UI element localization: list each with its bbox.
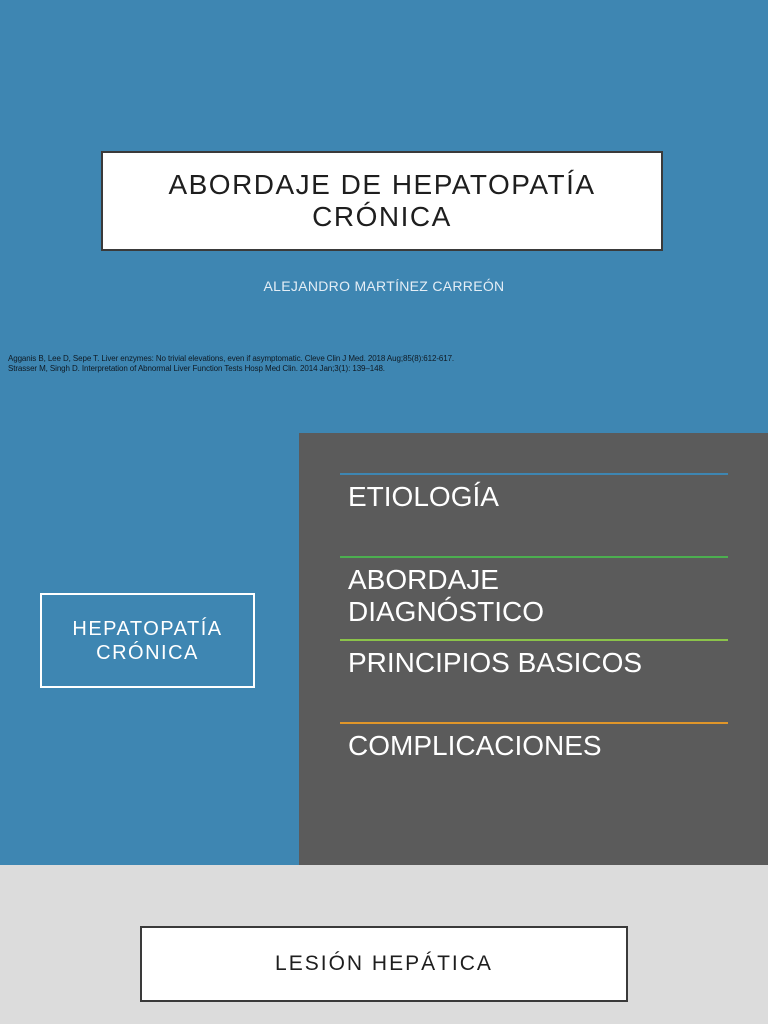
agenda-panel	[299, 433, 768, 865]
title-slide	[0, 0, 768, 432]
agenda-slide	[0, 432, 768, 865]
references	[8, 354, 568, 374]
agenda-item-label: PRINCIPIOS BASICOS	[348, 647, 643, 678]
agenda-item-label: COMPLICACIONES	[348, 730, 602, 761]
author-name: ALEJANDRO MARTÍNEZ CARREÓN	[263, 278, 505, 294]
title-box	[101, 151, 663, 251]
lesion-title-box	[140, 926, 628, 1002]
presentation-title: ABORDAJE DE HEPATOPATÍA CRÓNICA	[168, 169, 596, 232]
section-title-box	[40, 593, 255, 688]
reference-item: Agganis B, Lee D, Sepe T. Liver enzymes: No trivial elevations, even if asymptomatic. Cleve Clin J Med. 2018 Aug;85(8):612-617.	[8, 354, 455, 363]
agenda-item-abordaje-diagnostico	[340, 556, 728, 628]
agenda-item-etiologia	[340, 473, 728, 513]
agenda-item-label: ABORDAJE DIAGNÓSTICO	[348, 564, 545, 627]
lesion-title: LESIÓN HEPÁTICA	[275, 952, 493, 975]
reference-item: Strasser M, Singh D. Interpretation of Abnormal Liver Function Tests Hosp Med Clin. 2014 Jan;3(1): 139–148.	[8, 364, 385, 373]
agenda-item-complicaciones	[340, 722, 728, 762]
lesion-slide	[0, 866, 768, 1024]
agenda-item-principios-basicos	[340, 639, 728, 679]
agenda-item-label: ETIOLOGÍA	[348, 481, 499, 512]
section-title: HEPATOPATÍA CRÓNICA	[72, 617, 223, 664]
